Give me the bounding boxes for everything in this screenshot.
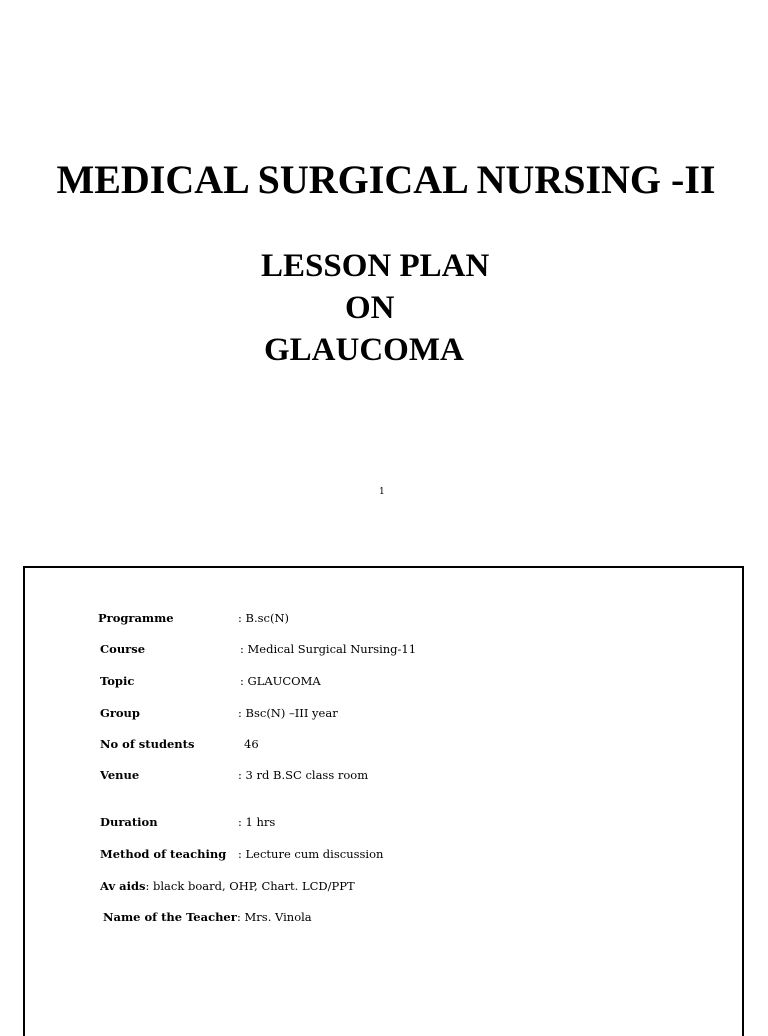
page-number: 1: [379, 487, 385, 497]
method-label: Method of teaching: [100, 847, 227, 861]
teacher-value: : Mrs. Vinola: [237, 910, 312, 924]
group-value: : Bsc(N) –III year: [238, 706, 338, 720]
lesson-plan-heading: LESSON PLAN: [261, 248, 490, 284]
av-aids-label: Av aids: [100, 879, 146, 893]
teacher-label: Name of the Teacher: [103, 910, 237, 924]
programme-label: Programme: [98, 611, 174, 625]
group-label: Group: [100, 706, 140, 720]
lesson-details-box: [23, 566, 744, 1036]
course-label: Course: [100, 642, 146, 656]
av-aids-value: : black board, OHP, Chart. LCD/PPT: [145, 879, 355, 893]
topic-heading: GLAUCOMA: [264, 332, 464, 368]
students-label: No of students: [100, 737, 195, 751]
topic-label: Topic: [100, 674, 135, 688]
av-aids-line: [100, 878, 355, 894]
students-value: 46: [244, 737, 259, 751]
programme-value: : B.sc(N): [238, 611, 290, 625]
method-value: : Lecture cum discussion: [238, 847, 384, 861]
topic-value: : GLAUCOMA: [240, 674, 321, 688]
venue-value: : 3 rd B.SC class room: [238, 768, 369, 782]
duration-label: Duration: [100, 815, 158, 829]
document-title: MEDICAL SURGICAL NURSING -II: [56, 157, 716, 202]
venue-label: Venue: [100, 768, 140, 782]
course-value: : Medical Surgical Nursing-11: [240, 642, 417, 656]
duration-value: : 1 hrs: [238, 815, 276, 829]
on-heading: ON: [345, 290, 395, 326]
